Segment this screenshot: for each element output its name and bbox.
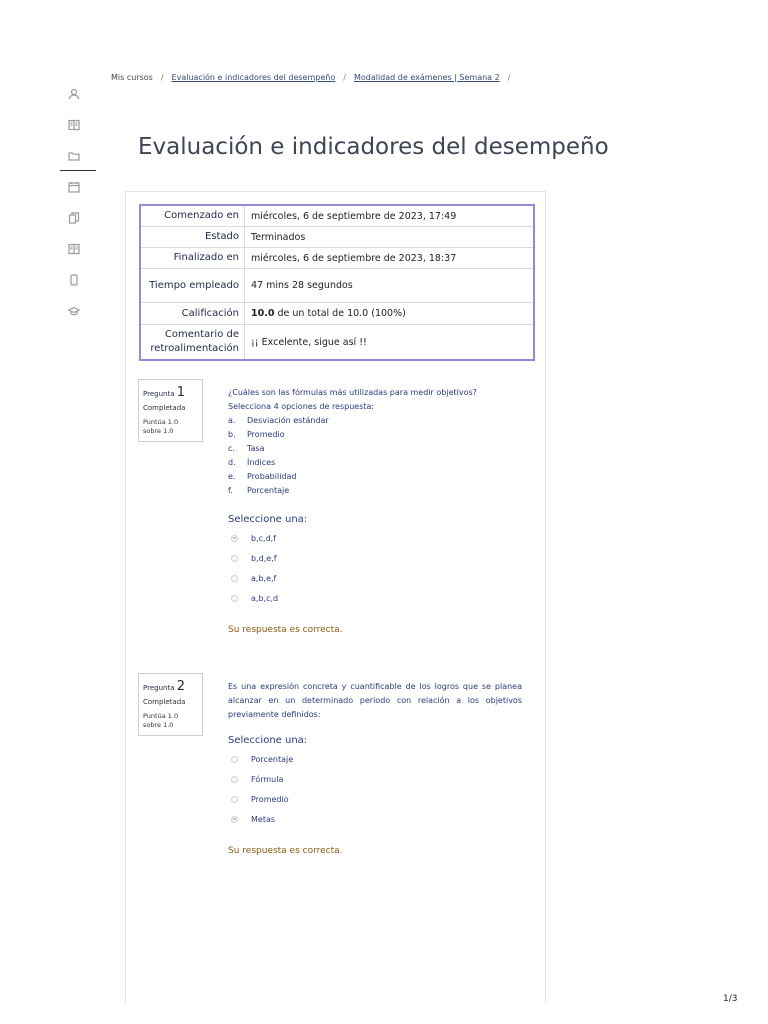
summary-value: ¡¡ Excelente, sigue así !!: [251, 336, 367, 348]
book-icon[interactable]: [58, 233, 98, 264]
question-number: 2: [176, 679, 185, 694]
page-number: 1/3: [723, 994, 738, 1004]
files-icon[interactable]: [58, 202, 98, 233]
radio-button[interactable]: [231, 555, 238, 562]
question-mark: Puntúa 1.0 sobre 1.0: [143, 418, 179, 435]
summary-value: miércoles, 6 de septiembre de 2023, 18:37: [251, 252, 457, 264]
summary-row-grade: [140, 303, 534, 325]
answer-option[interactable]: b,c,d,f: [228, 528, 522, 548]
book-icon[interactable]: [58, 109, 98, 140]
answer-list: [228, 749, 522, 829]
summary-row-state: [140, 227, 534, 248]
question-text: ¿Cuáles son las fórmulas más utilizadas para medir objetivos?: [228, 388, 477, 397]
answer-option[interactable]: a,b,e,f: [228, 568, 522, 588]
summary-label: Estado: [140, 227, 245, 248]
question-content-1: [228, 386, 522, 635]
breadcrumb-item-section[interactable]: Modalidad de exámenes | Semana 2: [353, 73, 500, 82]
summary-row-time: [140, 269, 534, 303]
question-info-1: [138, 379, 203, 442]
radio-button[interactable]: [231, 776, 238, 783]
question-instructions: Selecciona 4 opciones de respuesta:: [228, 402, 375, 411]
summary-value: Terminados: [251, 231, 306, 243]
question-options: [228, 414, 522, 498]
option-item: b. Promedio: [228, 430, 285, 439]
question-mark: Puntúa 1.0 sobre 1.0: [143, 712, 179, 729]
mobile-icon[interactable]: [58, 264, 98, 295]
page-title: Evaluación e indicadores del desempeño: [138, 134, 609, 160]
radio-button[interactable]: [231, 796, 238, 803]
graduation-cap-icon[interactable]: [58, 295, 98, 326]
summary-label: Comenzado en: [140, 205, 245, 227]
option-item: c. Tasa: [228, 444, 265, 453]
question-label: Pregunta: [143, 684, 175, 692]
question-state: Completada: [143, 404, 186, 412]
summary-label: Calificación: [140, 303, 245, 325]
radio-button[interactable]: [231, 816, 238, 823]
summary-value: [245, 303, 535, 325]
radio-button[interactable]: [231, 575, 238, 582]
question-text: Es una expresión concreta y cuantificable de los logros que se planea alcanzar en un determinado periodo con relación a los objetivos previamente definidos:: [228, 682, 522, 719]
question-state: Completada: [143, 698, 186, 706]
option-item: e. Probabilidad: [228, 472, 297, 481]
breadcrumb-separator: /: [507, 73, 511, 82]
summary-label: Comentario de retroalimentación: [140, 325, 245, 361]
answer-list: [228, 528, 522, 608]
option-item: f. Porcentaje: [228, 486, 290, 495]
folder-icon[interactable]: [58, 140, 98, 171]
grade-score: 10.0: [251, 308, 275, 319]
attempt-summary-table: [139, 204, 535, 361]
option-item: d. Índices: [228, 458, 276, 467]
summary-value: miércoles, 6 de septiembre de 2023, 17:49: [251, 210, 457, 222]
answer-option[interactable]: b,d,e,f: [228, 548, 522, 568]
radio-button[interactable]: [231, 595, 238, 602]
radio-button[interactable]: [231, 756, 238, 763]
select-one-label: Seleccione una:: [228, 514, 308, 525]
summary-row-comment: [140, 325, 534, 361]
question-number: 1: [176, 385, 185, 400]
summary-label: Tiempo empleado: [140, 269, 245, 303]
left-nav: [58, 78, 98, 326]
answer-option[interactable]: Promedio: [228, 789, 522, 809]
breadcrumb-item-my-courses[interactable]: Mis cursos: [111, 73, 153, 82]
summary-label: Finalizado en: [140, 248, 245, 269]
answer-option[interactable]: Fórmula: [228, 769, 522, 789]
breadcrumb: [111, 73, 518, 82]
radio-button[interactable]: [231, 535, 238, 542]
summary-row-finished: [140, 248, 534, 269]
answer-option[interactable]: a,b,c,d: [228, 588, 522, 608]
answer-option[interactable]: Metas: [228, 809, 522, 829]
question-feedback: Su respuesta es correcta.: [228, 625, 343, 635]
answer-option[interactable]: Porcentaje: [228, 749, 522, 769]
question-content-2: [228, 680, 522, 856]
grade-total: de un total de 10.0 (100%): [277, 308, 406, 319]
question-label: Pregunta: [143, 390, 175, 398]
calendar-icon[interactable]: [58, 171, 98, 202]
question-info-2: [138, 673, 203, 736]
breadcrumb-separator: /: [160, 73, 164, 82]
user-icon[interactable]: [58, 78, 98, 109]
quiz-review-card: [125, 191, 546, 1003]
question-feedback: Su respuesta es correcta.: [228, 846, 343, 856]
breadcrumb-separator: /: [343, 73, 346, 82]
select-one-label: Seleccione una:: [228, 735, 308, 746]
summary-row-started: [140, 205, 534, 227]
summary-value: 47 mins 28 segundos: [251, 280, 353, 291]
breadcrumb-item-course[interactable]: Evaluación e indicadores del desempeño: [171, 73, 336, 82]
option-item: a. Desviación estándar: [228, 416, 329, 425]
